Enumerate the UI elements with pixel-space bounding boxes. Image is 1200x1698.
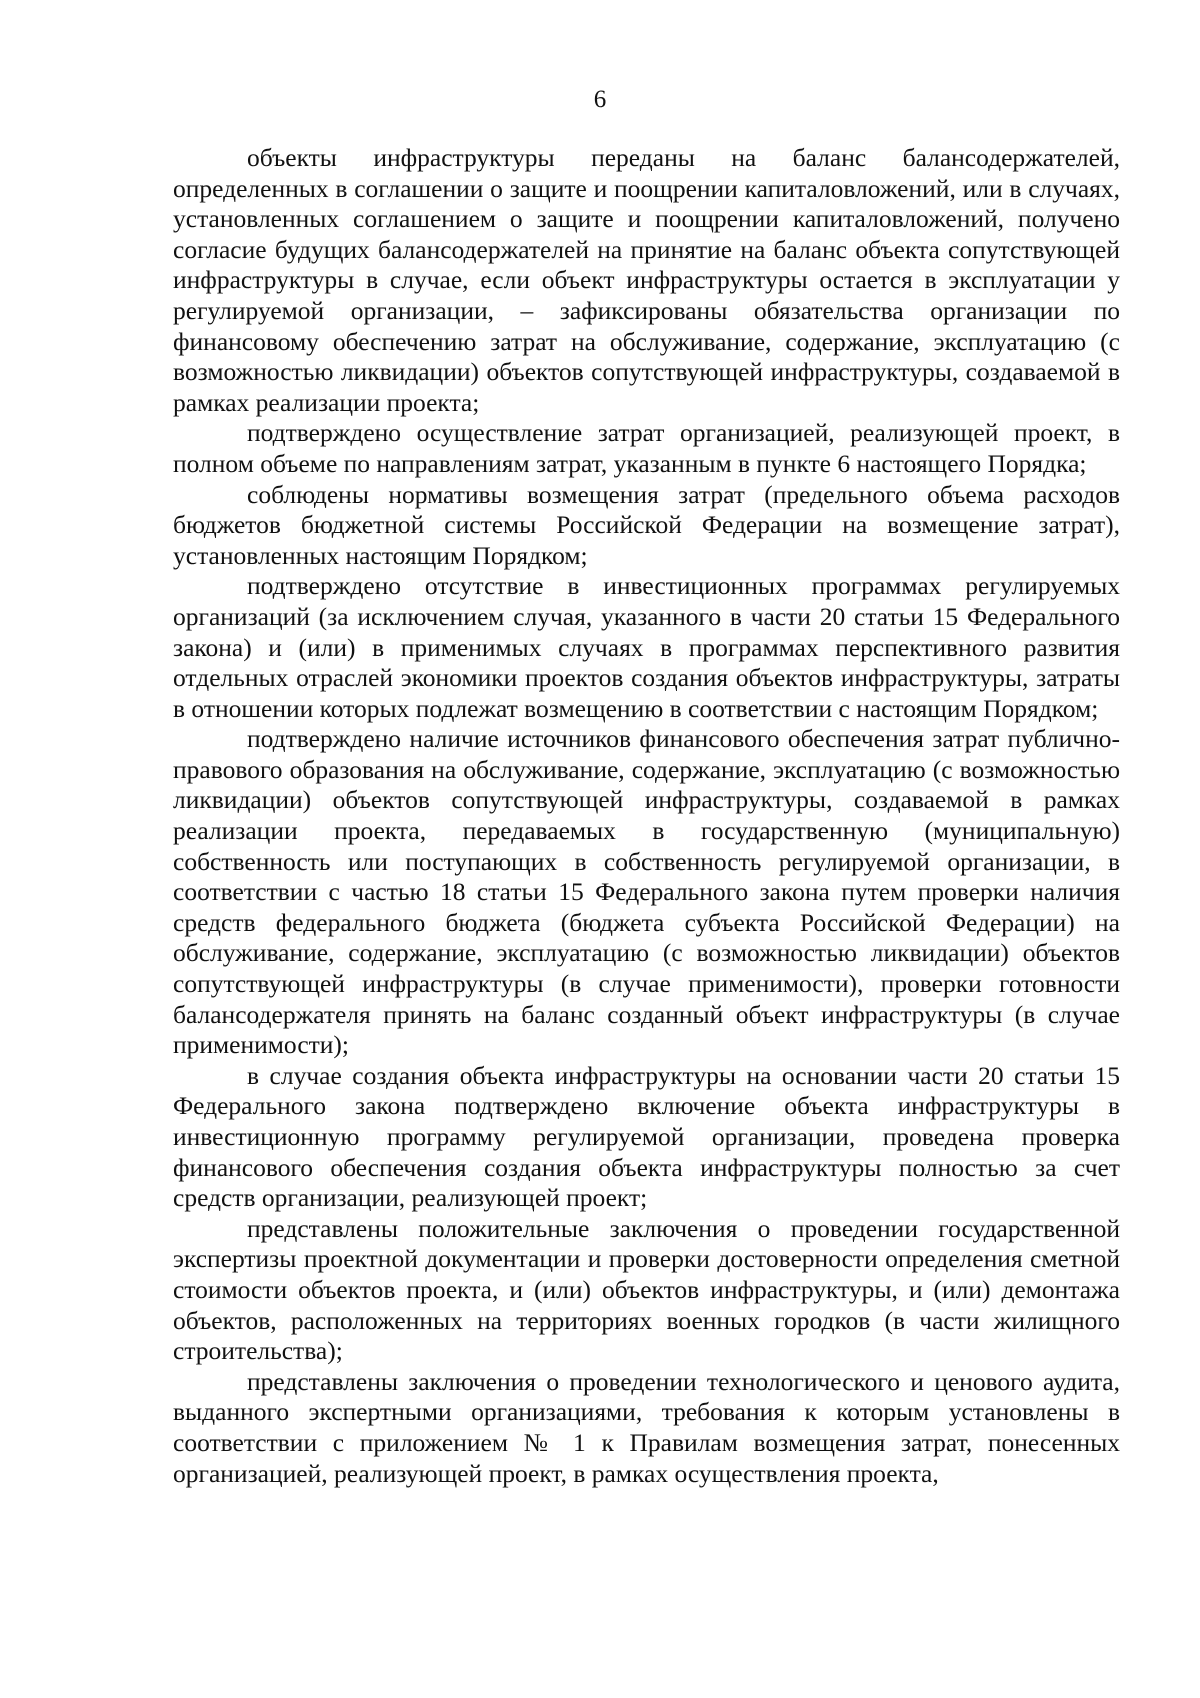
paragraph-part-20-case: в случае создания объекта инфраструктуры на основании части 20 статьи 15 Федерального закона подтверждено включение объекта инфраструктуры в инвестиционную программу регулируемой организации, проведена проверка финансового обеспечения создания объекта инфраструктуры полностью за счет средств организации, реализующей проект; — [173, 1060, 1120, 1213]
paragraph-infrastructure-balance: объекты инфраструктуры переданы на баланс балансодержателей, определенных в соглашении о защите и поощрении капиталовложений, или в случаях, установленных соглашением о защите и поощрении капиталовложений, получено согласие будущих балансодержателей на принятие на баланс объекта сопутствующей инфраструктуры в случае, если объект инфраструктуры остается в эксплуатации у регулируемой организации, – зафиксированы обязательства организации по финансовому обеспечению затрат на обслуживание, содержание, эксплуатацию (с возможностью ликвидации) объектов сопутствующей инфраструктуры, создаваемой в рамках реализации проекта; — [173, 143, 1120, 417]
paragraph-state-expertise: представлены положительные заключения о проведении государственной экспертизы проектной документации и проверки достоверности определения сметной стоимости объектов проекта, и (или) объектов инфраструктуры, и (или) демонтажа объектов, расположенных на территориях военных городков (в части жилищного строительства); — [173, 1213, 1120, 1366]
paragraph-investment-programs: подтверждено отсутствие в инвестиционных программах регулируемых организаций (за исключением случая, указанного в части 20 статьи 15 Федерального закона) и (или) в применимых случаях в программах перспективного развития отдельных отраслей экономики проектов создания объектов инфраструктуры, затраты в отношении которых подлежат возмещению в соответствии с настоящим Порядком; — [173, 571, 1120, 723]
paragraph-technology-audit: представлены заключения о проведении технологического и ценового аудита, выданного экспертными организациями, требования к которым установлены в соответствии с приложением № 1 к Правилам возмещения затрат, понесенных организацией, реализующей проект, в рамках осуществления проекта, — [173, 1366, 1120, 1488]
paragraph-funding-sources: подтверждено наличие источников финансового обеспечения затрат публично-правового образования на обслуживание, содержание, эксплуатацию (с возможностью ликвидации) объектов сопутствующей инфраструктуры, создаваемой в рамках реализации проекта, передаваемых в государственную (муниципальную) собственность или поступающих в собственность регулируемой организации, в соответствии с частью 18 статьи 15 Федерального закона путем проверки наличия средств федерального бюджета (бюджета субъекта Российской Федерации) на обслуживание, содержание, эксплуатацию (с возможностью ликвидации) объектов сопутствующей инфраструктуры (в случае применимости), проверки готовности балансодержателя принять на баланс созданный объект инфраструктуры (в случае применимости); — [173, 724, 1120, 1060]
paragraph-costs-confirmed: подтверждено осуществление затрат организацией, реализующей проект, в полном объеме по направлениям затрат, указанным в пункте 6 настоящего Порядка; — [173, 418, 1120, 478]
page-number: 6 — [593, 86, 607, 113]
paragraph-reimbursement-norms: соблюдены нормативы возмещения затрат (предельного объема расходов бюджетов бюджетной системы Российской Федерации на возмещение затрат), установленных настоящим Порядком; — [173, 479, 1120, 570]
document-body — [173, 143, 1120, 1489]
